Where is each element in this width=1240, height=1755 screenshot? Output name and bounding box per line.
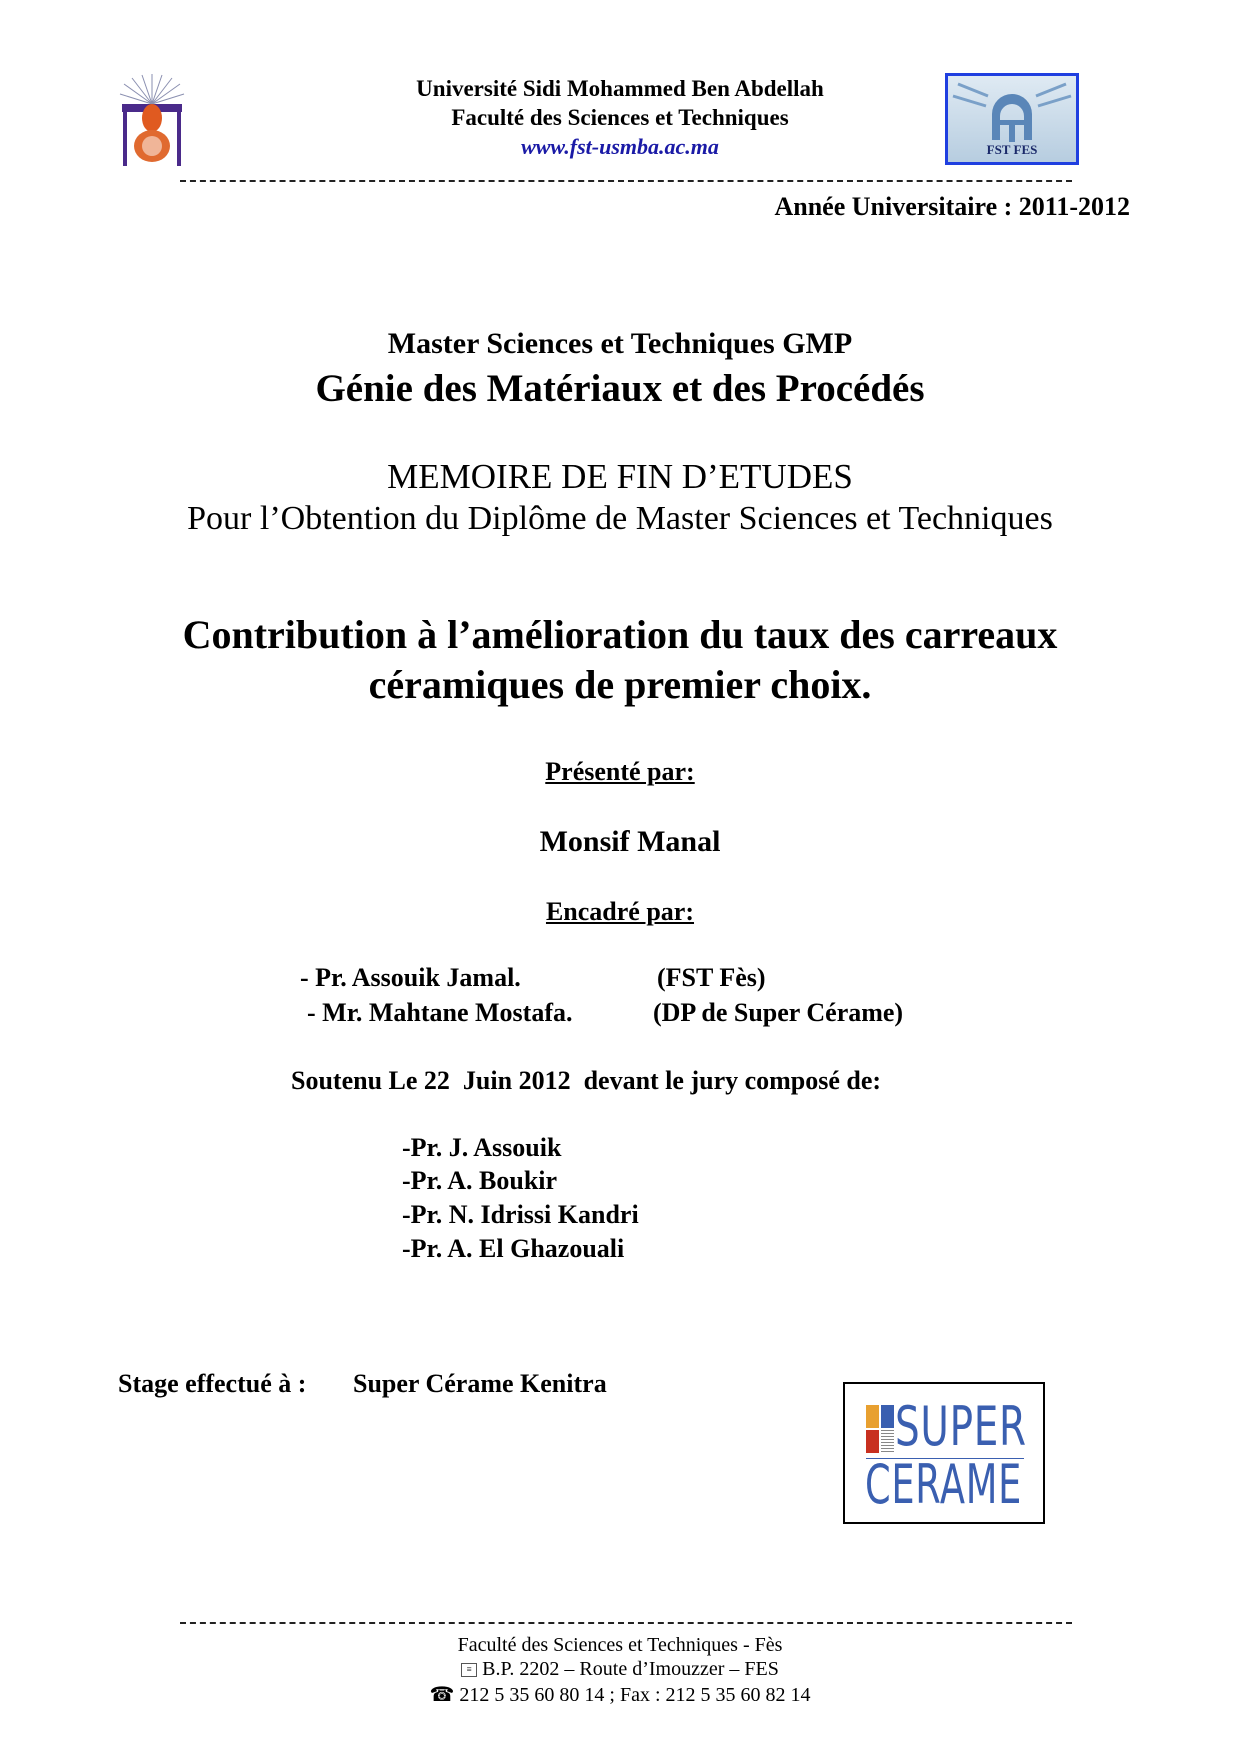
specialty-title: Génie des Matériaux et des Procédés [315,367,925,410]
jury-member: -Pr. J. Assouik [402,1133,562,1162]
thesis-purpose: Pour l’Obtention du Diplôme de Master Sciences et Techniques [187,500,1053,537]
jury-member: -Pr. N. Idrissi Kandri [402,1200,639,1229]
logo-tiles-icon [866,1405,894,1453]
internship-company: Super Cérame Kenitra [353,1369,607,1398]
logo-text-cerame: CERAME [865,1453,1022,1516]
presented-by-label: Présenté par: [545,757,695,786]
supervisor-affiliation: (FST Fès) [657,963,766,992]
jury-member: -Pr. A. El Ghazouali [402,1234,625,1263]
master-program: Master Sciences et Techniques GMP [387,327,853,360]
defense-statement: Soutenu Le 22 Juin 2012 devant le jury composé de: [291,1066,882,1095]
footer-divider [180,1622,1072,1624]
supervised-by-label: Encadré par: [545,897,695,926]
phone-icon: ☎ [429,1684,455,1706]
supervisor-name: - Pr. Assouik Jamal. [300,963,521,992]
faculty-name: Faculté des Sciences et Techniques [451,105,789,130]
author-name: Monsif Manal [539,825,721,858]
fst-fes-logo-text: FST FES [986,142,1038,157]
thesis-type: MEMOIRE DE FIN D’ETUDES [387,457,853,496]
supervisor-affiliation: (DP de Super Cérame) [653,998,904,1027]
header-divider [180,180,1072,182]
jury-member: -Pr. A. Boukir [402,1166,558,1195]
university-name: Université Sidi Mohammed Ben Abdellah [416,76,824,101]
footer-phone-text: 212 5 35 60 80 14 ; Fax : 212 5 35 60 82 14 [459,1684,811,1706]
supervisor-name: - Mr. Mahtane Mostafa. [307,998,573,1027]
footer-faculty: Faculté des Sciences et Techniques - Fès [457,1634,783,1656]
internship-label: Stage effectué à : [118,1369,307,1398]
footer-phone [0,1682,1240,1707]
thesis-title-line2: céramiques de premier choix. [368,662,872,707]
academic-year: Année Universitaire : 2011-2012 [774,192,1130,221]
footer-address-text: B.P. 2202 – Route d’Imouzzer – FES [482,1658,779,1680]
fst-fes-logo [945,73,1079,165]
thesis-title-line1: Contribution à l’amélioration du taux des carreaux [182,612,1058,657]
footer-address [0,1658,1240,1681]
super-cerame-logo [843,1382,1045,1524]
mail-icon: ≡ [461,1663,477,1677]
website-link[interactable]: www.fst-usmba.ac.ma [521,134,719,159]
logo-text-super: SUPER [895,1395,1027,1458]
